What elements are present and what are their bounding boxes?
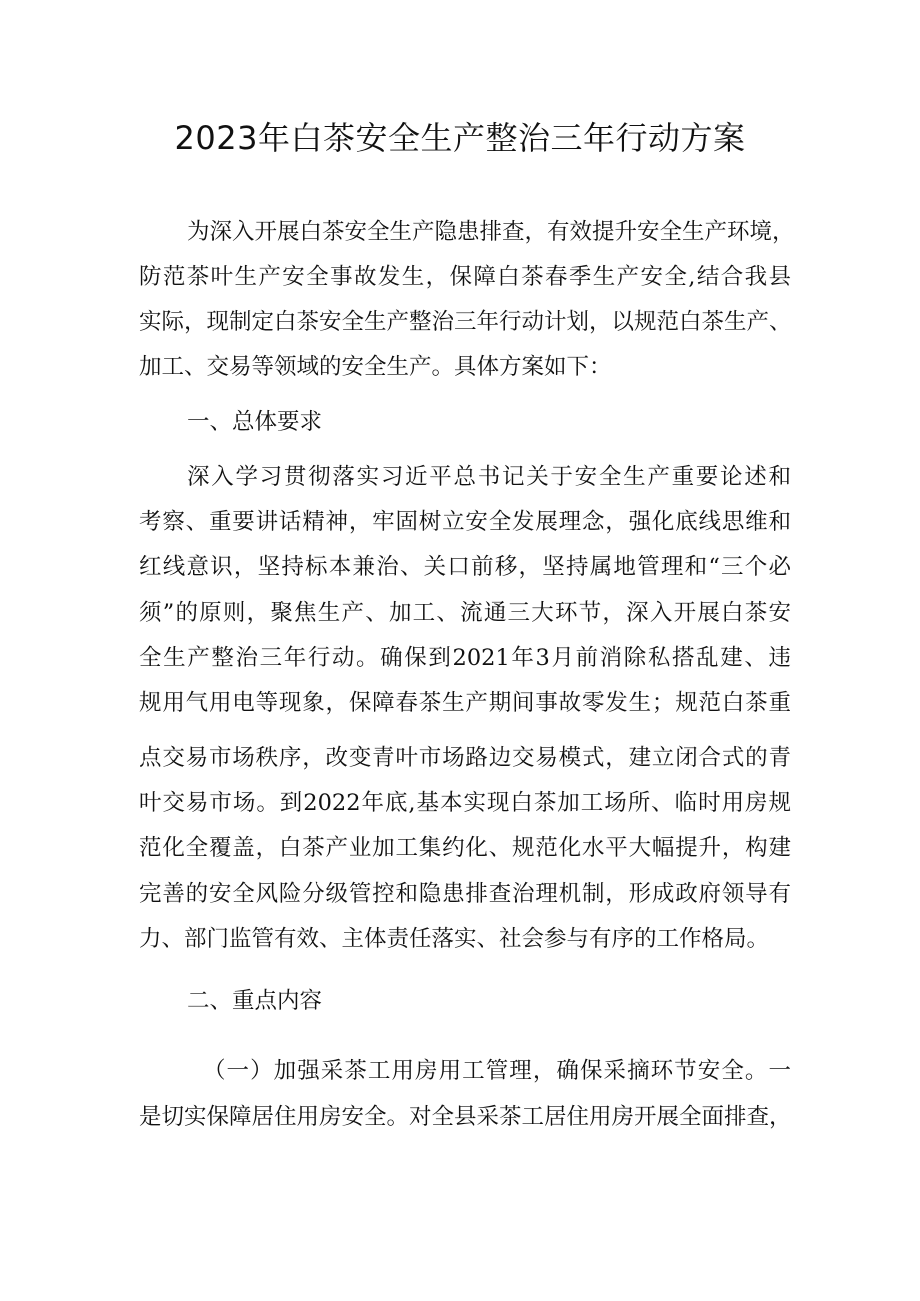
paragraph-line: 规用气用电等现象，保障春茶生产期间事故零发生；规范白茶重 — [139, 690, 791, 716]
paragraph-line: 全生产整治三年行动。确保到2021年3月前消除私搭乱建、违 — [139, 645, 791, 671]
paragraph-line: 深入学习贯彻落实习近平总书记关于安全生产重要论述和 — [187, 464, 791, 490]
paragraph-line: 是切实保障居住用房安全。对全县采茶工居住用房开展全面排查， — [139, 1104, 792, 1130]
paragraph-line: 力、部门监管有效、主体责任落实、社会参与有序的工作格局。 — [139, 926, 770, 952]
paragraph-line: 加工、交易等领域的安全生产。具体方案如下： — [139, 354, 612, 380]
paragraph-line: 范化全覆盖，白茶产业加工集约化、规范化水平大幅提升，构建 — [139, 835, 791, 861]
paragraph-line: 防范茶叶生产安全事故发生，保障白茶春季生产安全,结合我县 — [139, 264, 791, 290]
section-heading: 二、重点内容 — [187, 988, 323, 1014]
document-title: 2023年白茶安全生产整治三年行动方案 — [174, 119, 746, 157]
paragraph-line: 红线意识，坚持标本兼治、关口前移，坚持属地管理和“三个必 — [139, 554, 791, 580]
section-heading: 一、总体要求 — [187, 409, 323, 435]
paragraph-line: 考察、重要讲话精神，牢固树立安全发展理念，强化底线思维和 — [139, 509, 791, 535]
paragraph-line: （一）加强采茶工用房用工管理，确保采摘环节安全。一 — [203, 1058, 791, 1084]
paragraph-line: 叶交易市场。到2022年底,基本实现白茶加工场所、临时用房规 — [139, 790, 791, 816]
paragraph-line: 实际，现制定白茶安全生产整治三年行动计划，以规范白茶生产、 — [139, 309, 792, 335]
paragraph-line: 点交易市场秩序，改变青叶市场路边交易模式，建立闭合式的青 — [139, 745, 791, 771]
paragraph-line: 须”的原则，聚焦生产、加工、流通三大环节，深入开展白茶安 — [139, 600, 791, 626]
paragraph-line: 为深入开展白茶安全生产隐患排查，有效提升安全生产环境， — [187, 219, 795, 245]
paragraph-line: 完善的安全风险分级管控和隐患排查治理机制，形成政府领导有 — [139, 881, 791, 907]
